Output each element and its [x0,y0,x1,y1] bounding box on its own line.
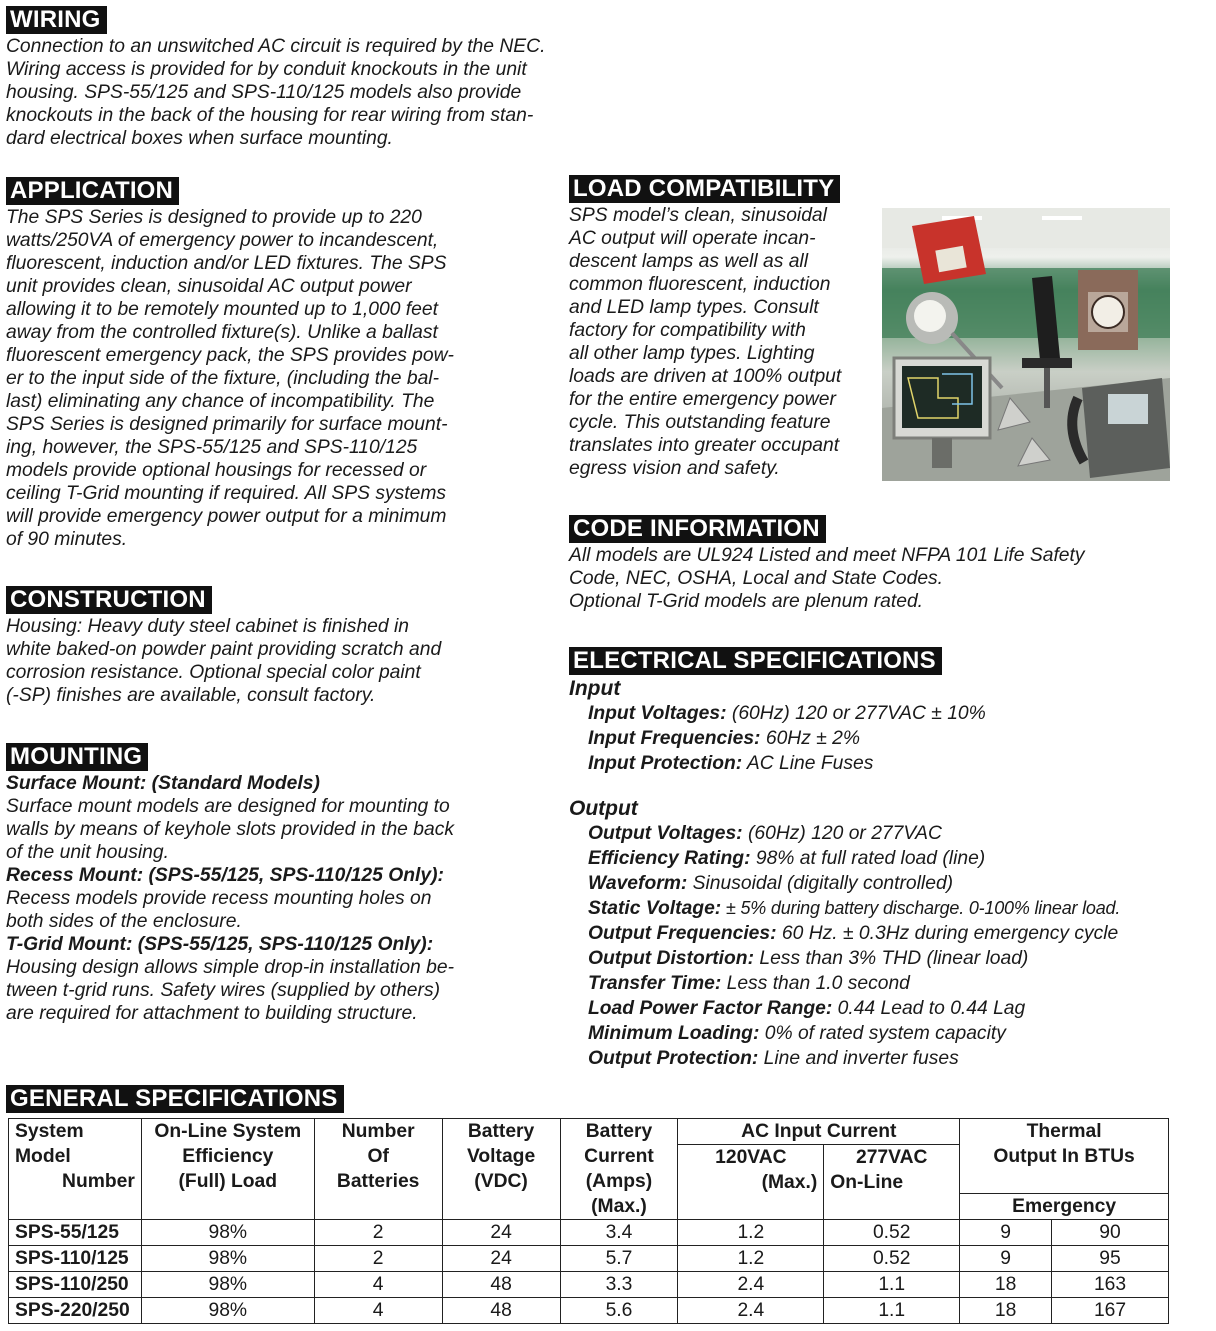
spec-value: (60Hz) 120 or 277VAC ± 10% [726,703,986,724]
spec-label: Input Frequencies: [588,728,761,749]
col-header-ac-input: AC Input Current [678,1119,960,1145]
code-information-text [569,544,1189,613]
code-information-heading: CODE INFORMATION [569,515,826,543]
header-line: Number [62,1171,135,1192]
cell-voltage: 24 [442,1220,560,1246]
application-section [6,177,546,551]
text-line: of 90 minutes. [6,529,128,550]
header-line: Current [584,1146,654,1167]
spec-label: Output Frequencies: [588,923,777,944]
cell-model: SPS-110/250 [9,1272,142,1298]
text-line: white baked-on powder paint providing scratch and [6,639,442,660]
header-line: Thermal [1026,1121,1102,1142]
col-header-efficiency [141,1119,314,1220]
text-line: SPS Series is designed primarily for surface mount- [6,414,448,435]
spec-line-minimum-loading [569,1021,1209,1046]
cell-current: 5.6 [560,1298,678,1324]
table-header-row [9,1119,1169,1145]
spec-label: Input Protection: [588,753,743,774]
text-line: cycle. This outstanding feature [569,412,831,433]
header-line: Battery [585,1121,653,1142]
text-line: of the unit housing. [6,842,169,863]
header-line: System [15,1121,84,1142]
text-line: for the entire emergency power [569,389,836,410]
cell-batteries: 2 [314,1246,442,1272]
header-line: Number [341,1121,415,1142]
spec-label: Static Voltage: [588,898,722,919]
spec-label: Waveform: [588,873,688,894]
spec-line-output-protection [569,1046,1209,1071]
spec-line-output-distortion [569,946,1209,971]
text-line: tween t-grid runs. Safety wires (supplied by others) [6,980,441,1001]
cell-current: 3.3 [560,1272,678,1298]
cell-current: 5.7 [560,1246,678,1272]
table-row [9,1246,1169,1272]
header-line: Efficiency [182,1146,274,1167]
spec-label: Output Protection: [588,1048,759,1069]
wiring-section [6,6,606,150]
col-header-voltage [442,1119,560,1220]
text-line: (-SP) finishes are available, consult factory. [6,685,376,706]
text-line: Code, NEC, OSHA, Local and State Codes. [569,568,944,589]
collage-illustration [882,208,1170,481]
load-compatibility-section [569,175,879,480]
cell-ac120: 2.4 [678,1298,824,1324]
cell-batteries: 4 [314,1298,442,1324]
electrical-specifications-heading: ELECTRICAL SPECIFICATIONS [569,647,942,675]
text-line: away from the controlled fixture(s). Unlike a ballast [6,322,438,343]
cell-current: 3.4 [560,1220,678,1246]
header-line: Batteries [336,1171,420,1192]
construction-heading: CONSTRUCTION [6,586,212,614]
col-header-batteries [314,1119,442,1220]
text-line: The SPS Series is designed to provide up to 220 [6,207,422,228]
application-text [6,206,546,551]
cell-ac120: 2.4 [678,1272,824,1298]
cell-thermal-emergency: 163 [1052,1272,1169,1298]
cell-thermal-online: 18 [960,1298,1052,1324]
spec-value: AC Line Fuses [742,753,874,774]
header-line: (VDC) [474,1171,528,1192]
general-specifications-heading-wrap [6,1085,344,1113]
text-line: er to the input side of the fixture, (including the bal- [6,368,440,389]
text-line: Housing: Heavy duty steel cabinet is finished in [6,616,409,637]
spec-value: 60Hz ± 2% [760,728,861,749]
header-line: On-Line [830,1172,904,1193]
cell-thermal-emergency: 90 [1052,1220,1169,1246]
text-line: Optional T-Grid models are plenum rated. [569,591,924,612]
construction-section [6,586,546,707]
table-row [9,1272,1169,1298]
header-line: Of [367,1146,389,1167]
spec-line-waveform [569,871,1209,896]
tgrid-mount-title: T-Grid Mount: (SPS-55/125, SPS-110/125 Only): [6,934,434,955]
cell-model: SPS-220/250 [9,1298,142,1324]
text-line: loads are driven at 100% output [569,366,842,387]
surface-mount-title: Surface Mount: (Standard Models) [6,773,320,794]
mounting-text [6,772,546,1025]
cell-thermal-emergency: 167 [1052,1298,1169,1324]
text-line: last) eliminating any chance of incompatibility. The [6,391,435,412]
col-header-277vac [824,1145,960,1220]
cell-efficiency: 98% [141,1272,314,1298]
cell-model: SPS-55/125 [9,1220,142,1246]
text-line: egress vision and safety. [569,458,780,479]
cell-voltage: 24 [442,1246,560,1272]
header-line: (Full) Load [178,1171,278,1192]
text-line: SPS model’s clean, sinusoidal [569,205,827,226]
header-line: 277VAC [855,1147,928,1168]
spec-label: Transfer Time: [588,973,722,994]
input-group-title: Input [569,677,621,700]
general-specifications-table [8,1118,1169,1324]
cell-voltage: 48 [442,1272,560,1298]
construction-text [6,615,546,707]
text-line: are required for attachment to building structure. [6,1003,418,1024]
text-line: watts/250VA of emergency power to incandescent, [6,230,439,251]
text-line: knockouts in the back of the housing for rear wiring from stan- [6,105,534,126]
spec-value: (60Hz) 120 or 277VAC [742,823,942,844]
spec-line-output-frequencies [569,921,1209,946]
spec-line-input-voltages [569,701,1209,726]
code-information-section [569,515,1189,613]
spec-value: 0% of rated system capacity [759,1023,1006,1044]
text-line: ceiling T-Grid mounting if required. All SPS systems [6,483,447,504]
col-header-emergency: Emergency [960,1194,1169,1220]
spec-value: 98% at full rated load (line) [750,848,986,869]
text-line: factory for compatibility with [569,320,806,341]
recess-mount-title: Recess Mount: (SPS-55/125, SPS-110/125 Only): [6,865,444,886]
spec-value: ± 5% during battery discharge. 0-100% linear load. [721,898,1121,918]
text-line: translates into greater occupant [569,435,840,456]
cell-ac277: 1.1 [824,1298,960,1324]
text-line: fluorescent emergency pack, the SPS provides pow- [6,345,454,366]
cell-batteries: 2 [314,1220,442,1246]
load-collage-image [882,208,1170,481]
general-specifications-heading: GENERAL SPECIFICATIONS [6,1085,344,1113]
header-line: On-Line System [154,1121,302,1142]
cell-ac120: 1.2 [678,1246,824,1272]
spec-line-transfer-time [569,971,1209,996]
cell-thermal-online: 18 [960,1272,1052,1298]
spec-line-efficiency-rating [569,846,1209,871]
wiring-heading: WIRING [6,6,107,34]
time-clock-icon [1078,270,1138,350]
spec-label: Efficiency Rating: [588,848,751,869]
cell-thermal-online: 9 [960,1220,1052,1246]
col-header-thermal [960,1119,1169,1194]
text-line: Surface mount models are designed for mounting to [6,796,450,817]
text-line: Housing design allows simple drop-in installation be- [6,957,454,978]
spec-line-load-power-factor [569,996,1209,1021]
spec-value: Less than 1.0 second [721,973,910,994]
cell-efficiency: 98% [141,1246,314,1272]
cell-ac277: 0.52 [824,1246,960,1272]
electrical-specifications-section [569,647,1209,1071]
spec-label: Input Voltages: [588,703,727,724]
header-line: (Amps) (Max.) [585,1171,653,1217]
spec-value: Sinusoidal (digitally controlled) [687,873,954,894]
text-line: Connection to an unswitched AC circuit is required by the NEC. [6,36,546,57]
cell-thermal-emergency: 95 [1052,1246,1169,1272]
header-line: 120VAC [715,1147,787,1168]
spec-value: 0.44 Lead to 0.44 Lag [832,998,1026,1019]
spec-value: Less than 3% THD (linear load) [754,948,1029,969]
wiring-text [6,35,606,150]
spec-line-output-voltages [569,821,1209,846]
text-line: unit provides clean, sinusoidal AC output power [6,276,412,297]
output-group-title: Output [569,797,638,820]
text-line: all other lamp types. Lighting [569,343,815,364]
spec-value: 60 Hz. ± 0.3Hz during emergency cycle [776,923,1119,944]
mounting-section [6,743,546,1025]
spec-label: Output Distortion: [588,948,754,969]
text-line: dard electrical boxes when surface mounting. [6,128,393,149]
cell-model: SPS-110/125 [9,1246,142,1272]
col-header-model [9,1119,142,1220]
load-compatibility-heading: LOAD COMPATIBILITY [569,175,840,203]
cell-batteries: 4 [314,1272,442,1298]
text-line: descent lamps as well as all [569,251,808,272]
text-line: housing. SPS-55/125 and SPS-110/125 models also provide [6,82,522,103]
text-line: both sides of the enclosure. [6,911,242,932]
text-line: AC output will operate incan- [569,228,816,249]
text-line: will provide emergency power output for a minimum [6,506,447,527]
table-row [9,1220,1169,1246]
header-line: Voltage [466,1146,536,1167]
header-line: Battery [467,1121,535,1142]
text-line: allowing it to be remotely mounted up to 1,000 feet [6,299,438,320]
spec-line-input-frequencies [569,726,1209,751]
load-compatibility-text [569,204,879,480]
text-line: common fluorescent, induction [569,274,831,295]
spec-line-static-voltage [569,896,1209,921]
header-line: (Max.) [761,1172,818,1193]
cell-voltage: 48 [442,1298,560,1324]
cell-efficiency: 98% [141,1298,314,1324]
header-line: Model [15,1146,71,1167]
col-header-120vac [678,1145,824,1220]
spec-label: Load Power Factor Range: [588,998,833,1019]
text-line: Wiring access is provided for by conduit knockouts in the unit [6,59,527,80]
text-line: corrosion resistance. Optional special color paint [6,662,421,683]
spec-label: Minimum Loading: [588,1023,760,1044]
fire-alarm-icon [912,216,986,284]
spec-value: Line and inverter fuses [758,1048,959,1069]
table-row [9,1298,1169,1324]
text-line: and LED lamp types. Consult [569,297,819,318]
text-line: All models are UL924 Listed and meet NFPA 101 Life Safety [569,545,1085,566]
application-heading: APPLICATION [6,177,179,205]
text-line: walls by means of keyhole slots provided in the back [6,819,454,840]
header-line: Output In BTUs [993,1146,1135,1167]
cell-ac120: 1.2 [678,1220,824,1246]
cell-ac277: 1.1 [824,1272,960,1298]
text-line: Recess models provide recess mounting holes on [6,888,432,909]
cell-thermal-online: 9 [960,1246,1052,1272]
text-line: ing, however, the SPS-55/125 and SPS-110/125 [6,437,418,458]
mounting-heading: MOUNTING [6,743,148,771]
spec-label: Output Voltages: [588,823,743,844]
cell-efficiency: 98% [141,1220,314,1246]
cell-ac277: 0.52 [824,1220,960,1246]
spec-line-input-protection [569,751,1209,776]
text-line: models provide optional housings for recessed or [6,460,427,481]
text-line: fluorescent, induction and/or LED fixtures. The SPS [6,253,447,274]
col-header-current [560,1119,678,1220]
